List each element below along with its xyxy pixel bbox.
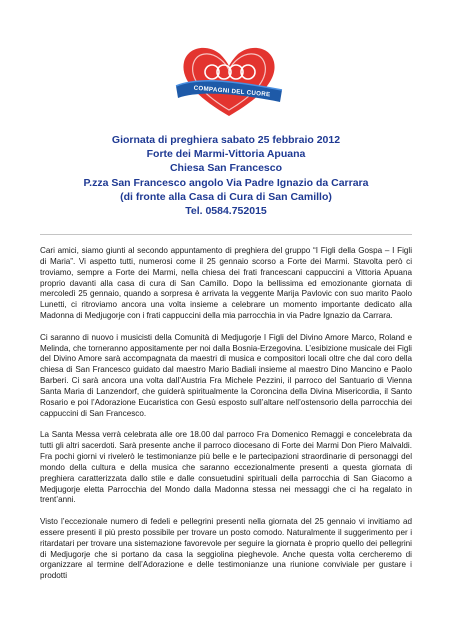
- header-line-phone: Tel. 0584.752015: [185, 205, 267, 218]
- paragraph: La Santa Messa verrà celebrata alle ore 18.00 dal parroco Fra Domenico Remaggi e concelebrata da tutti gli altri sacerdoti. Sarà presente anche il parroco diocesano di Forte dei Marmi Don Piero Malvaldi. Fra pochi giorni vi rivelerò le testimonianze più belle e le partecipazioni straordinarie di personaggi del mondo della cultura e della musica che saranno eccezionalmente presenti a questa giornata di preghiera caratterizzata dallo stile e dalle consuetudini spirituali della parrocchia di San Giacomo a Medjugorje eletta Parrocchia del Mondo dalla Madonna stessa nei messaggi che ci ha regalato in trent’anni.: [40, 430, 412, 505]
- header-line-church: Chiesa San Francesco: [169, 162, 283, 175]
- header-line-address: P.zza San Francesco angolo Via Padre Ignazio da Carrara: [83, 176, 369, 189]
- heart-logo-icon: [170, 40, 288, 120]
- paragraph: Cari amici, siamo giunti al secondo appuntamento di preghiera del gruppo “I Figli della Gospa – I Figli di Maria”. Vi aspetto tutti, numerosi come il 25 gennaio scorso a Forte dei Marmi. Stavolta però ci troviamo, sempre a Forte dei Marmi, nella chiesa dei frati francescani cappuccini a Vittoria Apuana proprio davanti alla casa di cura di San Camillo. Dopo la bellissima ed emozionante giornata di mercoledì 25 gennaio, quando a sorpresa è arrivata la veggente Marija Pavlovic con suo marito Paolo Lunetti, ci ritroviamo ancora una volta insieme a celebrare un momento importante dedicato alla Madonna di Medjugorje con i frati cappuccini della mia parrocchia in via Padre Ignazio da Carrara.: [40, 246, 412, 321]
- logo: [170, 40, 288, 120]
- header-line-landmark: (di fronte alla Casa di Cura di San Camillo): [120, 190, 332, 203]
- header-line-place: Forte dei Marmi-Vittoria Apuana: [146, 148, 306, 161]
- logo-text: COMPAGNI DEL CUORE: [193, 84, 271, 99]
- header-line-date: Giornata di preghiera sabato 25 febbraio 2012: [111, 134, 341, 146]
- event-header: [40, 133, 412, 218]
- paragraph: Ci saranno di nuovo i musicisti della Comunità di Medjugorje I Figli del Divino Amore Marco, Roland e Melinda, che torneranno appositamente per noi dalla Bosnia-Erzegovina. L’esibizione musicale dei Figli del Divino Amore sarà accompagnata da maestri di musica e compositori locali oltre che dal coro della chiesa di San Francesco guidato dal maestro Mario Badiali insieme al maestro Dino Mancino e Paolo Barberi. Ci sarà ancora una volta dall’Austria Fra Michele Pezzini, il parroco del Santuario di Vienna Santa Maria di Lanzendorf, che guiderà spiritualmente la Coroncina della Divina Misericordia, il Santo Rosario e poi l’Adorazione Eucaristica con Gesù esposto sull’altare nell’ostensorio della parrocchia dei cappuccini di San Francesco.: [40, 332, 412, 418]
- paragraph: Visto l’eccezionale numero di fedeli e pellegrini presenti nella giornata del 25 gennaio vi invitiamo ad essere presenti il più presto possibile per trovare un posto comodo. Naturalmente il suggerimento per i ritardatari per trovare una sistemazione favorevole per seguire la giornata è proprio quello dei pellegrini di Medjugorje che si portano da casa la seggiolina pieghevole. Anche questa volta cercheremo di organizzare al termine dell’Adorazione e delle testimonianze una riunione conviviale per gustare i prodotti: [40, 517, 412, 581]
- letter-body: [40, 246, 412, 582]
- divider: [40, 234, 412, 235]
